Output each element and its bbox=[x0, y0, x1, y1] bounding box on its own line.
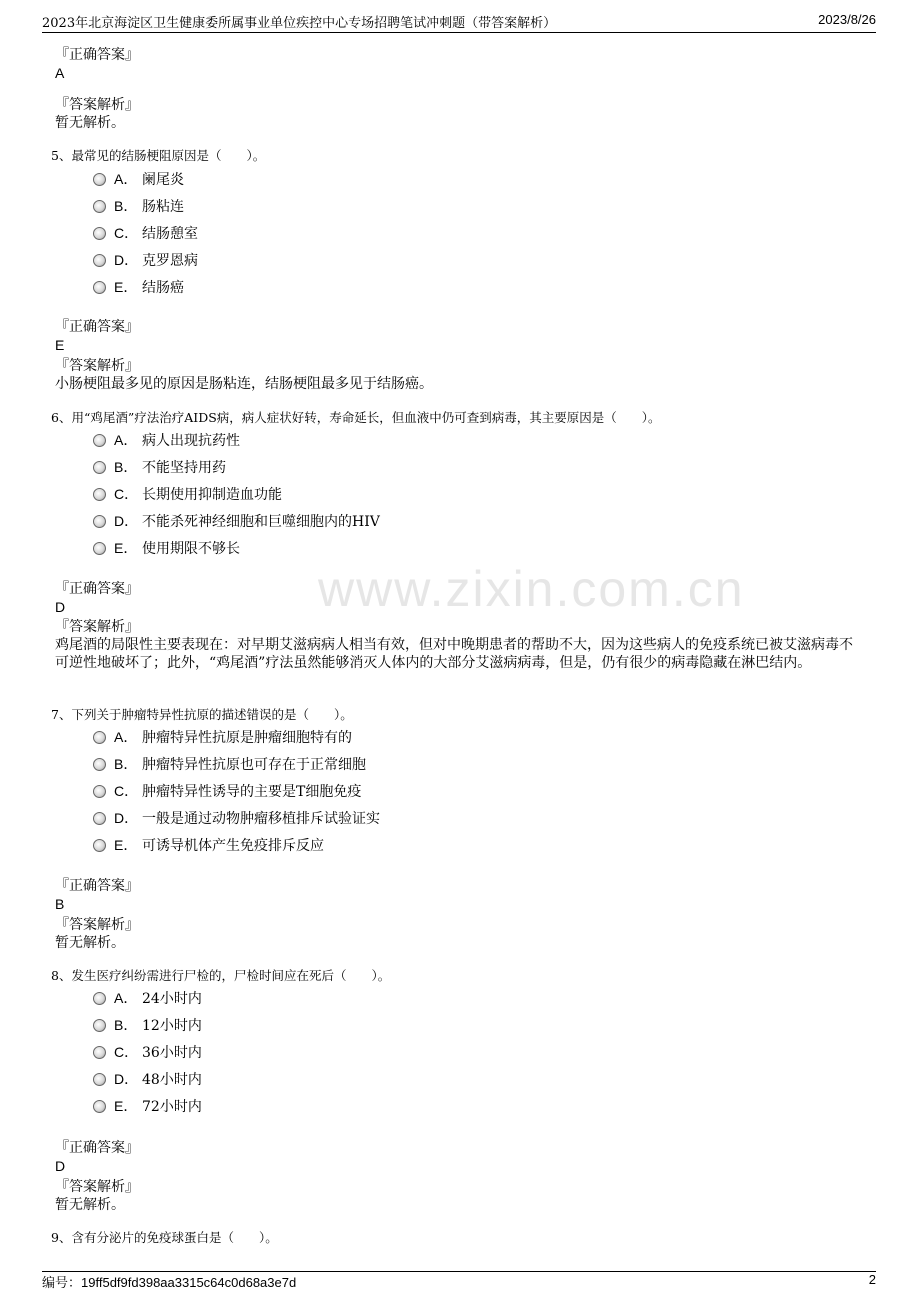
page-number: 2 bbox=[868, 1272, 876, 1287]
radio-icon[interactable] bbox=[93, 542, 106, 555]
option-text: 阑尾炎 bbox=[142, 172, 184, 188]
option-letter: D． bbox=[114, 1071, 139, 1087]
radio-icon[interactable] bbox=[93, 461, 106, 474]
answer-label: 『正确答案』 bbox=[55, 319, 139, 335]
answer-value: D bbox=[55, 1158, 66, 1174]
analysis-label: 『答案解析』 bbox=[55, 917, 139, 933]
option-text: 24小时内 bbox=[142, 991, 202, 1007]
radio-icon[interactable] bbox=[93, 281, 106, 294]
option-c[interactable] bbox=[93, 484, 282, 504]
option-text: 48小时内 bbox=[142, 1072, 202, 1088]
radio-icon[interactable] bbox=[93, 1019, 106, 1032]
option-letter: D． bbox=[114, 252, 139, 268]
option-letter: A． bbox=[114, 432, 138, 448]
option-d[interactable] bbox=[93, 511, 380, 531]
code-value: 19ff5df9fd398aa3315c64c0d68a3e7d bbox=[81, 1275, 297, 1290]
option-d[interactable] bbox=[93, 1069, 202, 1089]
document-title: 2023年北京海淀区卫生健康委所属事业单位疾控中心专场招聘笔试冲刺题（带答案解析） bbox=[42, 16, 557, 31]
document-code bbox=[42, 1272, 296, 1291]
option-text: 不能杀死神经细胞和巨噬细胞内的HIV bbox=[142, 514, 380, 530]
question-stem: 6、用“鸡尾酒”疗法治疗AIDS病，病人症状好转，寿命延长，但血液中仍可查到病毒，其主要原因是（ ）。 bbox=[51, 410, 661, 425]
radio-icon[interactable] bbox=[93, 227, 106, 240]
option-c[interactable] bbox=[93, 781, 361, 801]
radio-icon[interactable] bbox=[93, 758, 106, 771]
option-letter: B． bbox=[114, 198, 138, 214]
option-text: 肠粘连 bbox=[142, 199, 184, 215]
option-e[interactable] bbox=[93, 835, 324, 855]
radio-icon[interactable] bbox=[93, 812, 106, 825]
option-text: 肿瘤特异性抗原也可存在于正常细胞 bbox=[142, 757, 366, 773]
option-d[interactable] bbox=[93, 808, 380, 828]
answer-value: B bbox=[55, 896, 65, 912]
answer-label: 『正确答案』 bbox=[55, 1140, 139, 1156]
analysis-text: 暂无解析。 bbox=[55, 935, 125, 951]
analysis-label: 『答案解析』 bbox=[55, 358, 139, 374]
option-text: 肿瘤特异性抗原是肿瘤细胞特有的 bbox=[142, 730, 352, 746]
answer-value: A bbox=[55, 65, 65, 81]
radio-icon[interactable] bbox=[93, 1046, 106, 1059]
option-text: 结肠癌 bbox=[142, 280, 184, 296]
option-text: 36小时内 bbox=[142, 1045, 202, 1061]
option-text: 72小时内 bbox=[142, 1099, 202, 1115]
option-e[interactable] bbox=[93, 277, 184, 297]
answer-label: 『正确答案』 bbox=[55, 47, 139, 63]
header-date: 2023/8/26 bbox=[818, 12, 876, 27]
question-stem: 9、含有分泌片的免疫球蛋白是（ ）。 bbox=[51, 1230, 278, 1245]
option-letter: C． bbox=[114, 1044, 139, 1060]
option-letter: B． bbox=[114, 459, 138, 475]
option-letter: A． bbox=[114, 171, 138, 187]
option-b[interactable] bbox=[93, 457, 226, 477]
option-e[interactable] bbox=[93, 1096, 202, 1116]
radio-icon[interactable] bbox=[93, 515, 106, 528]
option-d[interactable] bbox=[93, 250, 198, 270]
option-text: 克罗恩病 bbox=[142, 253, 198, 269]
analysis-text: 暂无解析。 bbox=[55, 115, 125, 131]
option-letter: B． bbox=[114, 1017, 138, 1033]
radio-icon[interactable] bbox=[93, 731, 106, 744]
option-letter: C． bbox=[114, 783, 139, 799]
option-a[interactable] bbox=[93, 430, 240, 450]
option-text: 结肠憩室 bbox=[142, 226, 198, 242]
answer-value: D bbox=[55, 599, 66, 615]
analysis-label: 『答案解析』 bbox=[55, 1179, 139, 1195]
option-text: 病人出现抗药性 bbox=[142, 433, 240, 449]
option-letter: A． bbox=[114, 990, 138, 1006]
option-letter: E． bbox=[114, 837, 138, 853]
option-text: 使用期限不够长 bbox=[142, 541, 240, 557]
radio-icon[interactable] bbox=[93, 254, 106, 267]
answer-value: E bbox=[55, 337, 65, 353]
option-letter: E． bbox=[114, 279, 138, 295]
option-c[interactable] bbox=[93, 1042, 202, 1062]
answer-label: 『正确答案』 bbox=[55, 581, 139, 597]
radio-icon[interactable] bbox=[93, 434, 106, 447]
radio-icon[interactable] bbox=[93, 785, 106, 798]
analysis-text: 暂无解析。 bbox=[55, 1197, 125, 1213]
option-a[interactable] bbox=[93, 169, 184, 189]
option-text: 12小时内 bbox=[142, 1018, 202, 1034]
radio-icon[interactable] bbox=[93, 488, 106, 501]
page-footer bbox=[42, 1271, 876, 1292]
option-text: 可诱导机体产生免疫排斥反应 bbox=[142, 838, 324, 854]
option-text: 长期使用抑制造血功能 bbox=[142, 487, 282, 503]
option-letter: C． bbox=[114, 225, 139, 241]
option-text: 不能坚持用药 bbox=[142, 460, 226, 476]
option-text: 一般是通过动物肿瘤移植排斥试验证实 bbox=[142, 811, 380, 827]
question-stem: 5、最常见的结肠梗阻原因是（ ）。 bbox=[51, 148, 266, 163]
option-letter: D． bbox=[114, 810, 139, 826]
option-letter: E． bbox=[114, 1098, 138, 1114]
radio-icon[interactable] bbox=[93, 173, 106, 186]
analysis-text: 鸡尾酒的局限性主要表现在：对早期艾滋病病人相当有效，但对中晚期患者的帮助不大，因为这些病人的免疫系统已被艾滋病毒不可逆性地破坏了；此外，“鸡尾酒”疗法虽然能够消灭人体内的大部分艾滋病病毒，但是，仍有很少的病毒隐藏在淋巴结内。 bbox=[55, 637, 853, 671]
option-b[interactable] bbox=[93, 196, 184, 216]
option-b[interactable] bbox=[93, 754, 366, 774]
radio-icon[interactable] bbox=[93, 992, 106, 1005]
option-b[interactable] bbox=[93, 1015, 202, 1035]
radio-icon[interactable] bbox=[93, 200, 106, 213]
analysis-text: 小肠梗阻最多见的原因是肠粘连，结肠梗阻最多见于结肠癌。 bbox=[55, 376, 433, 392]
option-letter: D． bbox=[114, 513, 139, 529]
option-a[interactable] bbox=[93, 727, 352, 747]
answer-label: 『正确答案』 bbox=[55, 878, 139, 894]
radio-icon[interactable] bbox=[93, 1073, 106, 1086]
code-label: 编号： bbox=[42, 1276, 82, 1291]
page-header bbox=[42, 12, 876, 33]
option-a[interactable] bbox=[93, 988, 202, 1008]
radio-icon[interactable] bbox=[93, 1100, 106, 1113]
option-letter: A． bbox=[114, 729, 138, 745]
option-letter: E． bbox=[114, 540, 138, 556]
option-text: 肿瘤特异性诱导的主要是T细胞免疫 bbox=[142, 784, 362, 800]
option-letter: C． bbox=[114, 486, 139, 502]
analysis-label: 『答案解析』 bbox=[55, 97, 139, 113]
option-letter: B． bbox=[114, 756, 138, 772]
radio-icon[interactable] bbox=[93, 839, 106, 852]
analysis-label: 『答案解析』 bbox=[55, 619, 139, 635]
option-e[interactable] bbox=[93, 538, 240, 558]
question-stem: 8、发生医疗纠纷需进行尸检的，尸检时间应在死后（ ）。 bbox=[51, 968, 391, 983]
watermark: www.zixin.com.cn bbox=[318, 561, 745, 617]
option-c[interactable] bbox=[93, 223, 198, 243]
question-stem: 7、下列关于肿瘤特异性抗原的描述错误的是（ ）。 bbox=[51, 707, 353, 722]
